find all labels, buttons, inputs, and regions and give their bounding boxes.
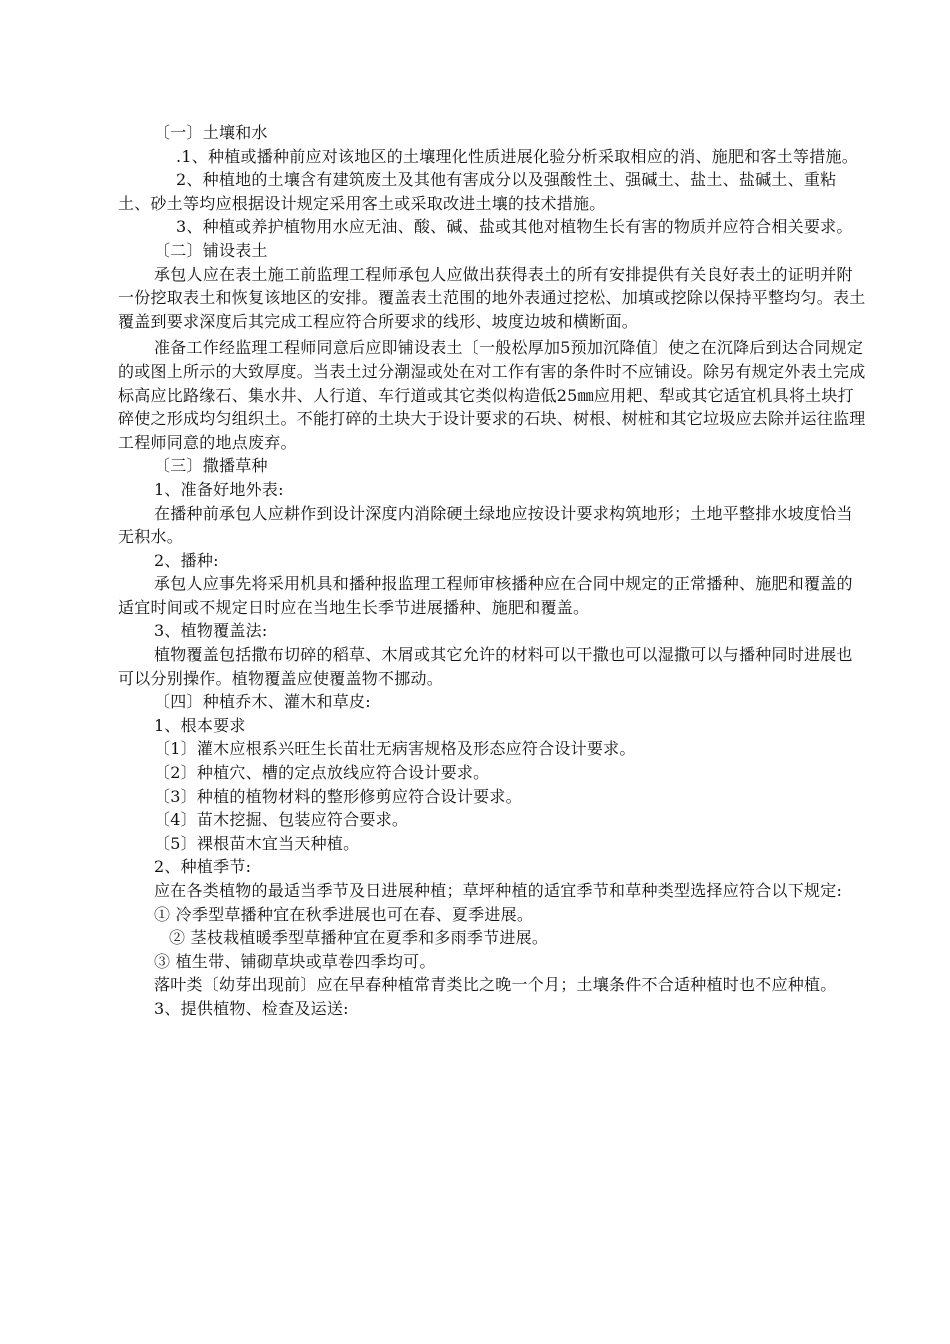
subheading: 1、根本要求 — [154, 715, 246, 735]
paragraph: 承包人应在表土施工前监理工程师承包人应做出获得表土的所有安排提供有关良好表土的证明并附一份挖取表土和恢复该地区的安排。覆盖表土范围的地外表通过挖松、加填或挖除以保持平整均匀。表土覆盖到要求深度后其完成工程应符合所要求的线形、坡度边坡和横断面。 — [118, 264, 866, 331]
subheading: 1、准备好地外表: — [154, 479, 284, 499]
subheading: 3、提供植物、检查及运送: — [154, 998, 349, 1018]
list-item: ③ 植生带、铺砌草块或草卷四季均可。 — [154, 951, 436, 971]
list-item: 〔4〕苗木挖掘、包装应符合要求。 — [154, 810, 409, 830]
document-body — [118, 121, 868, 1021]
subheading: 2、种植季节: — [154, 857, 252, 877]
list-item: 〔3〕种植的植物材料的整形修剪应符合设计要求。 — [154, 786, 522, 806]
paragraph: 3、种植或养护植物用水应无油、酸、碱、盐或其他对植物生长有害的物质并应符合相关要求。 — [176, 217, 853, 237]
paragraph: 承包人应事先将采用机具和播种报监理工程师审核播种应在合同中规定的正常播种、施肥和覆盖的适宜时间或不规定日时应在当地生长季节进展播种、施肥和覆盖。 — [118, 574, 853, 617]
section-heading-topsoil: 〔二〕铺设表土 — [154, 240, 268, 260]
paragraph: 落叶类〔幼芽出现前〕应在早春种植常青类比之晚一个月；土壤条件不合适种植时也不应种植。 — [154, 975, 837, 995]
list-item: 〔5〕裸根苗木宜当天种植。 — [154, 833, 360, 853]
paragraph: 应在各类植物的最适当季节及日进展种植；草坪种植的适宜季节和草种类型选择应符合以下规定: — [154, 881, 843, 900]
paragraph: 植物覆盖包括撒布切碎的稻草、木屑或其它允许的材料可以干撒也可以湿撒可以与播种同时进展也可以分别操作。植物覆盖应使覆盖物不挪动。 — [118, 645, 853, 688]
subheading: 2、播种: — [154, 550, 219, 570]
paragraph: 2、种植地的土壤含有建筑废土及其他有害成分以及强酸性土、强碱土、盐土、盐碱土、重粘土、砂土等均应根据设计规定采用客土或采取改进土壤的技术措施。 — [118, 170, 837, 213]
paragraph: .1、种植或播种前应对该地区的土壤理化性质进展化验分析采取相应的消、施肥和客土等措施。 — [176, 146, 859, 166]
paragraph: 在播种前承包人应耕作到设计深度内消除硬土绿地应按设计要求构筑地形；土地平整排水坡度恰当无积水。 — [118, 503, 853, 547]
section-heading-seeding: 〔三〕撒播草种 — [154, 456, 268, 476]
section-heading-soil-water: 〔一〕土壤和水 — [154, 123, 268, 142]
subheading: 3、植物覆盖法: — [154, 621, 268, 641]
paragraph: 准备工作经监理工程师同意后应即铺设表土〔一般松厚加5预加沉降值〕使之在沉降后到达合同规定的或图上所示的大致厚度。当表土过分潮湿或处在对工作有害的条件时不应铺设。除另有规定外表土完成标高应比路缘石、集水井、人行道、车行道或其它类似构造低25㎜应用耙、犁或其它适宜机具将土块打碎使之形成均匀组织土。不能打碎的土块大于设计要求的石块、树根、树桩和其它垃圾应去除并运往监理工程师同意的地点废弃。 — [118, 338, 866, 452]
list-item: 〔1〕灌木应根系兴旺生长苗壮无病害规格及形态应符合设计要求。 — [154, 739, 636, 759]
section-heading-planting: 〔四〕种植乔木、灌木和草皮: — [154, 692, 371, 712]
list-item: ② 茎枝栽植暖季型草播种宜在夏季和多雨季节进展。 — [169, 928, 549, 948]
list-item: 〔2〕种植穴、槽的定点放线应符合设计要求。 — [154, 763, 490, 783]
list-item: ① 冷季型草播种宜在秋季进展也可在春、夏季进展。 — [154, 904, 534, 924]
